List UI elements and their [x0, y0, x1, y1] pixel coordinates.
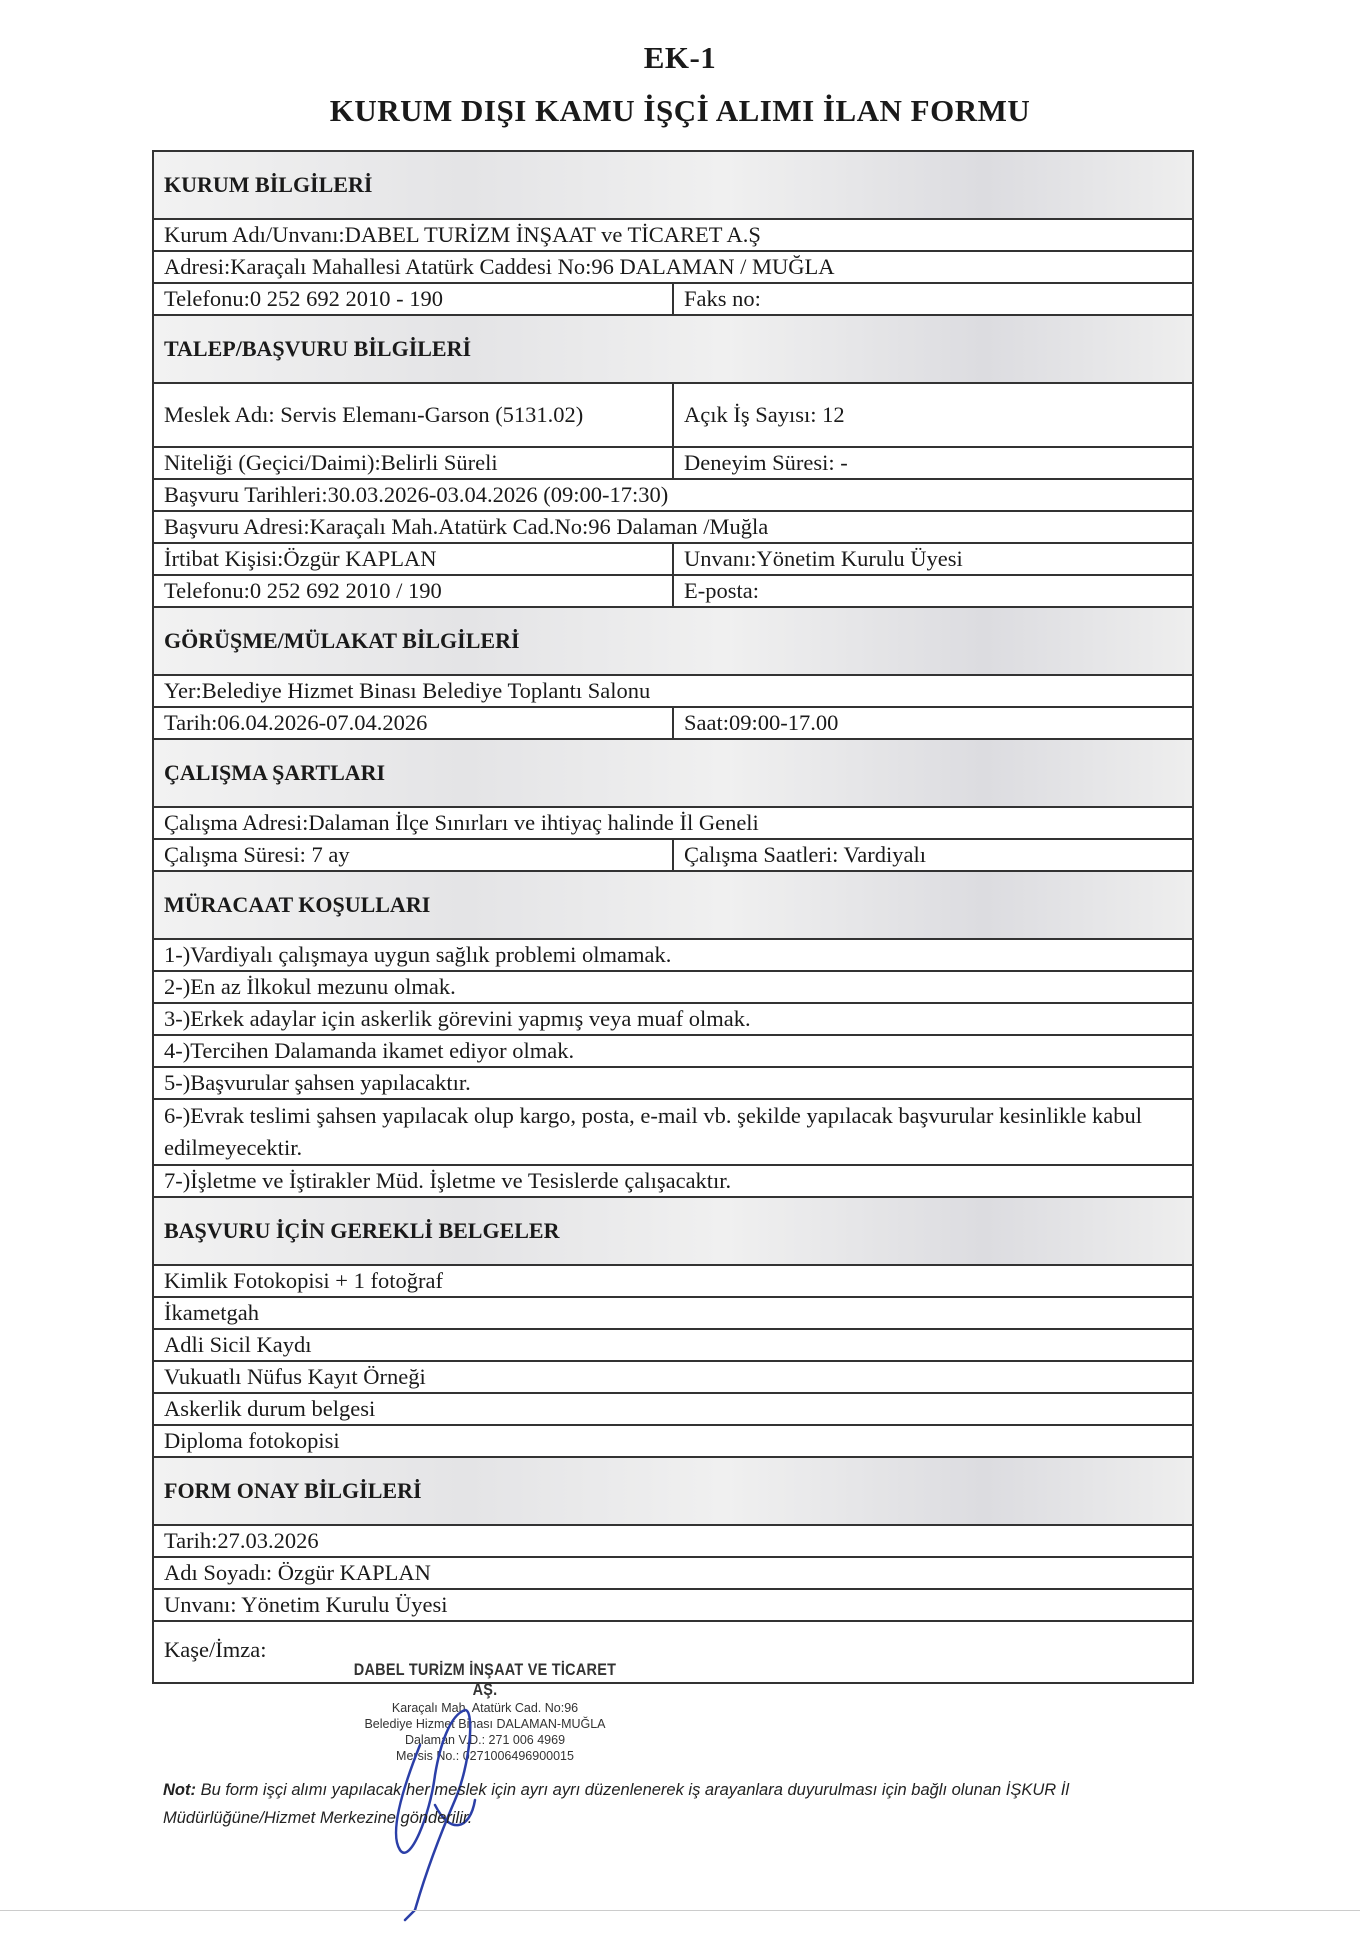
application-address: Başvuru Adresi:Karaçalı Mah.Atatürk Cad.No:96 Dalaman /Muğla	[153, 511, 1193, 543]
approval-title: Unvanı: Yönetim Kurulu Üyesi	[153, 1589, 1193, 1621]
document-item: Kimlik Fotokopisi + 1 fotoğraf	[153, 1265, 1193, 1297]
document-item: Adli Sicil Kaydı	[153, 1329, 1193, 1361]
stamp-mersis: Mersis No.: 0271006496900015	[396, 1749, 574, 1763]
interview-time: Saat:09:00-17.00	[673, 707, 1193, 739]
contact-person: İrtibat Kişisi:Özgür KAPLAN	[153, 543, 673, 575]
form-title: KURUM DIŞI KAMU İŞÇİ ALIMI İLAN FORMU	[329, 93, 1031, 128]
contact-email: E-posta:	[673, 575, 1193, 607]
condition-item: 3-)Erkek adaylar için askerlik görevini yapmış veya muaf olmak.	[153, 1003, 1193, 1035]
application-dates: Başvuru Tarihleri:30.03.2026-03.04.2026 (09:00-17:30)	[153, 479, 1193, 511]
condition-item: 4-)Tercihen Dalamanda ikamet ediyor olmak.	[153, 1035, 1193, 1067]
work-address: Çalışma Adresi:Dalaman İlçe Sınırları ve ihtiyaç halinde İl Geneli	[153, 807, 1193, 839]
announcement-form-table	[152, 150, 1194, 1684]
section-heading-belgeler: BAŞVURU İÇİN GEREKLİ BELGELER	[153, 1197, 1193, 1265]
form-code: EK-1	[643, 40, 717, 75]
occupation-name: Meslek Adı: Servis Elemanı-Garson (5131.02)	[153, 383, 673, 447]
condition-item: 1-)Vardiyalı çalışmaya uygun sağlık problemi olmamak.	[153, 939, 1193, 971]
stamp-building: Belediye Hizmet Binası DALAMAN-MUĞLA	[364, 1717, 606, 1731]
work-duration: Çalışma Süresi: 7 ay	[153, 839, 673, 871]
stamp-tax-office: Dalaman V.D.: 271 006 4969	[404, 1733, 566, 1747]
job-type: Niteliği (Geçici/Daimi):Belirli Süreli	[153, 447, 673, 479]
kurum-address: Adresi:Karaçalı Mahallesi Atatürk Caddesi No:96 DALAMAN / MUĞLA	[153, 251, 1193, 283]
kurum-phone: Telefonu:0 252 692 2010 - 190	[153, 283, 673, 315]
interview-location: Yer:Belediye Hizmet Binası Belediye Toplantı Salonu	[153, 675, 1193, 707]
condition-item: 2-)En az İlkokul mezunu olmak.	[153, 971, 1193, 1003]
kurum-fax: Faks no:	[673, 283, 1193, 315]
document-item: Askerlik durum belgesi	[153, 1393, 1193, 1425]
approval-date: Tarih:27.03.2026	[153, 1525, 1193, 1557]
contact-phone: Telefonu:0 252 692 2010 / 190	[153, 575, 673, 607]
section-heading-onay: FORM ONAY BİLGİLERİ	[153, 1457, 1193, 1525]
page-edge-line	[0, 1910, 1360, 1911]
kurum-name: Kurum Adı/Unvanı:DABEL TURİZM İNŞAAT ve TİCARET A.Ş	[153, 219, 1193, 251]
open-positions: Açık İş Sayısı: 12	[673, 383, 1193, 447]
experience: Deneyim Süresi: -	[673, 447, 1193, 479]
section-heading-gorusme: GÖRÜŞME/MÜLAKAT BİLGİLERİ	[153, 607, 1193, 675]
contact-title: Unvanı:Yönetim Kurulu Üyesi	[673, 543, 1193, 575]
interview-date: Tarih:06.04.2026-07.04.2026	[153, 707, 673, 739]
section-heading-talep: TALEP/BAŞVURU BİLGİLERİ	[153, 315, 1193, 383]
stamp-signature-label: Kaşe/İmza:	[164, 1637, 267, 1662]
document-item: İkametgah	[153, 1297, 1193, 1329]
document-item: Diploma fotokopisi	[153, 1425, 1193, 1457]
stamp-company-name: DABEL TURİZM İNŞAAT VE TİCARET AŞ.	[353, 1660, 617, 1699]
condition-item: 6-)Evrak teslimi şahsen yapılacak olup kargo, posta, e-mail vb. şekilde yapılacak başvurular kesinlikle kabul edilmeyecektir.	[153, 1099, 1193, 1165]
section-heading-muracaat: MÜRACAAT KOŞULLARI	[153, 871, 1193, 939]
stamp-address: Karaçalı Mah. Atatürk Cad. No:96	[391, 1701, 579, 1715]
condition-item: 7-)İşletme ve İştirakler Müd. İşletme ve Tesislerde çalışacaktır.	[153, 1165, 1193, 1197]
document-item: Vukuatlı Nüfus Kayıt Örneği	[153, 1361, 1193, 1393]
note-label: Not:	[163, 1781, 196, 1799]
condition-item: 5-)Başvurular şahsen yapılacaktır.	[153, 1067, 1193, 1099]
section-heading-calisma: ÇALIŞMA ŞARTLARI	[153, 739, 1193, 807]
note-text: Bu form işçi alımı yapılacak her meslek için ayrı ayrı düzenlenerek iş arayanlara duyurulması için bağlı olunan İŞKUR İl Müdürlüğüne/Hizmet Merkezine gönderilir.	[163, 1781, 1070, 1827]
approval-name: Adı Soyadı: Özgür KAPLAN	[153, 1557, 1193, 1589]
section-heading-kurum: KURUM BİLGİLERİ	[153, 151, 1193, 219]
footnote	[163, 1776, 1223, 1832]
work-hours: Çalışma Saatleri: Vardiyalı	[673, 839, 1193, 871]
